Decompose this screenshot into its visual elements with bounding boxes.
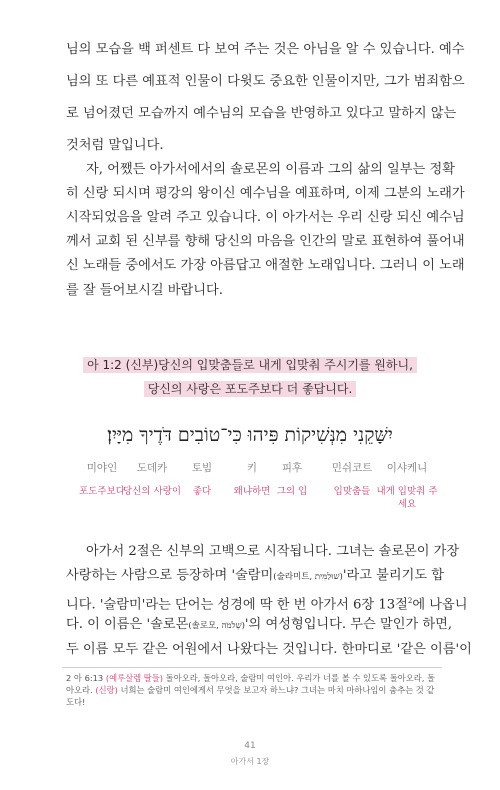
verse-text-2: 당신의 사랑은 포도주보다 더 좋답니다. — [144, 381, 357, 397]
footnote-ref[interactable]: 2 — [407, 597, 413, 605]
gloss-word — [322, 460, 382, 498]
verse-text-1: 아 1:2 (신부)당신의 입맞춤들로 내게 입맞춰 주시기를 원하니, — [83, 357, 417, 373]
gloss-transliteration: 키 — [246, 462, 258, 474]
footnote-text: 돌아오라, 돌아오라, 술람미 여인아. 우리가 너를 볼 수 있도록 돌아오라, 돌아오 — [66, 673, 436, 695]
para2-line: 히 신랑 되시며 평강의 왕이신 예수님을 예표하며, 이제 그분의 노래가 — [66, 186, 465, 201]
gloss-transliteration: 민쉬코트 — [331, 462, 373, 474]
para3-text: 다. 이 이름은 '솔로몬 — [66, 617, 189, 632]
para2-line: 께서 교회 된 신부를 향해 당신의 마음을 인간의 말로 표현하여 풀어내 — [66, 234, 465, 249]
para3-line — [66, 591, 468, 615]
footnote — [66, 672, 438, 708]
footnote-text: 라. — [82, 685, 96, 695]
gloss-meaning: 포도주보다 — [79, 486, 125, 497]
gloss-transliteration: 피후 — [281, 462, 303, 474]
verse-line-1 — [66, 356, 434, 373]
gloss-meaning: 당신의 사랑이 — [122, 486, 182, 497]
gloss-transliteration: 토빔 — [191, 462, 213, 474]
page-number: 41 — [244, 741, 256, 751]
gloss-word — [374, 460, 440, 511]
verse-line-2 — [66, 380, 434, 397]
para2-line: 를 잘 들어보시길 바랍니다. — [66, 283, 223, 298]
para1-line: 로 넘어졌던 모습까지 예수님의 모습을 반영하고 있다고 말하지 않는 — [66, 106, 457, 121]
para3-inline-note: (솔로모, שְׁלֹמֹה) — [188, 621, 245, 631]
para1-line: 님의 또 다른 예표적 인물이 다윗도 중요한 인물이지만, 그가 범죄함으 — [66, 74, 465, 89]
footnote-num: 2 아 6:13 — [66, 673, 106, 683]
footnote-divider — [62, 667, 442, 668]
footnote-text: 너희는 술람미 여인에게서 무엇을 보고자 하느냐? 그녀는 마치 마하나임이 춤추는 것 같도다! — [66, 685, 435, 707]
para3-text: 니다. '술람미'라는 단어는 성경에 딱 한 번 아가서 6장 13절 — [66, 597, 408, 613]
para2-line: 자, 어쨌든 아가서에서의 솔로몬의 이름과 그의 삶의 일부는 정확 — [86, 162, 455, 177]
gloss-meaning: 그의 입 — [276, 486, 308, 497]
running-footer: 아가서 1장 — [230, 757, 270, 766]
hebrew-verse: יִשָּׁקֵנִי מִנְּשִׁיקוֹת פִּיהוּ כִּי־טוֹבִים דֹּדֶיךָ מִיָּיִן׃ — [107, 424, 393, 446]
gloss-meaning: 좋다 — [192, 486, 212, 497]
footnote-speaker: (신랑) — [95, 685, 118, 695]
para3-line — [66, 615, 453, 636]
para1-line: 님의 모습을 백 퍼센트 다 보여 주는 것은 아님을 알 수 있습니다. 예수 — [66, 42, 465, 57]
para3-text: 에 나옵니 — [412, 597, 468, 613]
gloss-meaning: 입맞춤들 — [333, 486, 371, 497]
para3-line: 두 이름 모두 같은 어원에서 나왔다는 것입니다. 한마디로 '같은 이름'이 — [66, 642, 472, 657]
para2-line: 신 노래들 중에서도 가장 아름답고 애절한 노래입니다. 그러니 이 노래 — [66, 258, 465, 273]
gloss-transliteration: 도데카 — [136, 462, 168, 474]
para2-line: 시작되었음을 알려 주고 있습니다. 이 아가서는 우리 신랑 되신 예수님 — [66, 210, 465, 225]
para1-line: 것처럼 말입니다. — [66, 138, 164, 153]
gloss-transliteration: 이샤케니 — [386, 462, 428, 474]
gloss-meaning: 내게 입맞춰 주세요 — [376, 486, 438, 510]
para3-line — [66, 566, 445, 587]
footnote-speaker: (예루살렘 딸들) — [105, 673, 164, 683]
gloss-meaning: 왜냐하면 — [233, 486, 271, 497]
para3-inline-note: (술라미트, שׁוּלַמִּית) — [273, 572, 343, 582]
para3-text: '의 여성형입니다. 무슨 말인가 하면, — [244, 617, 453, 632]
para3-text: '라고 불리기도 합 — [342, 568, 445, 583]
para3-line: 아가서 2절은 신부의 고백으로 시작됩니다. 그녀는 솔로몬이 가장 — [86, 544, 460, 559]
para3-text: 사랑하는 사람으로 등장하며 '술람미 — [66, 568, 274, 583]
gloss-word — [262, 460, 322, 498]
gloss-transliteration: 미야인 — [86, 462, 118, 474]
